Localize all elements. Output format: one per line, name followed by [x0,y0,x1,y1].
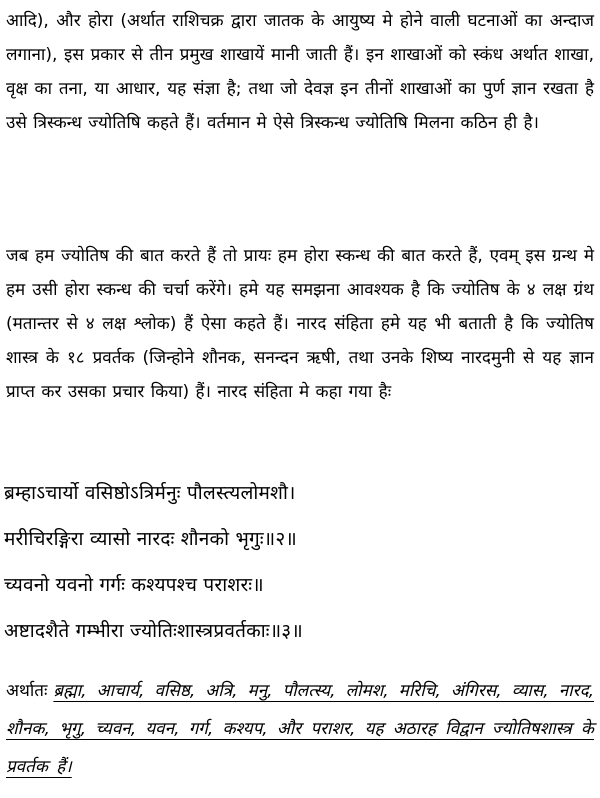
meaning-text: ब्रह्मा, आचार्य, वसिष्ठ, अत्रि, मनु, पौलत्स्य, लोमश, मरिचि, अंगिरस, व्यास, नारद, शौनक, भृगु, च्यवन, यवन, गर्ग, कश्यप, और पराशर, यह अठारह विद्वान ज्योतिषशास्त्र के प्रवर्तक हैं। [6,681,594,777]
verse-line-3: च्यवनो यवनो गर्गः कश्यपश्च पराशरः॥ [4,574,264,596]
meaning-label: अर्थातः [6,681,48,701]
verse-line-4: अष्टादशैते गम्भीरा ज्योतिःशास्त्रप्रवर्तकाः॥३॥ [4,620,303,642]
paragraph-hora-skandha: जब हम ज्योतिष की बात करते हैं तो प्रायः हम होरा स्कन्ध की बात करते हैं, एवम् इस ग्रन्थ मे हम उसी होरा स्कन्ध की चर्चा करेंगे। हमे यह समझना आवश्यक है कि ज्योतिष के ४ लक्ष ग्रंथ (मतान्तर से ४ लक्ष श्लोक) हैं ऐसा कहते हैं। नारद संहिता हमे यह भी बताती है कि ज्योतिष शास्त्र के १८ प्रवर्तक (जिन्होने शौनक, सनन्दन ऋषी, तथा उनके शिष्य नारदमुनी से यह ज्ञान प्राप्त कर उसका प्रचार किया) हैं। नारद संहिता मे कहा गया हैः [6,246,594,402]
verse-line-1: ब्रम्हाऽचार्यो वसिष्ठोऽत्रिर्मनुः पौलस्त्यलोमशौ। [4,482,296,504]
sanskrit-verses [4,470,594,654]
verse-line-2: मरीचिरङ्गिरा व्यासो नारदः शौनको भृगुः॥२॥ [4,528,298,550]
verse-meaning [6,672,594,786]
paragraph-branches: आदि), और होरा (अर्थात राशिचक्र द्वारा जातक के आयुष्य मे होने वाली घटनाओं का अन्दाज लगाना), इस प्रकार से तीन प्रमुख शाखायें मानी जाती हैं। इन शाखाओं को स्कंध अर्थात शाखा, वृक्ष का तना, या आधार, यह संज्ञा है; तथा जो देवज्ञ इन तीनों शाखाओं का पुर्ण ज्ञान रखता है उसे त्रिस्कन्ध ज्योतिषि कहते हैं। वर्तमान मे ऐसे त्रिस्कन्ध ज्योतिषि मिलना कठिन ही है। [6,11,594,133]
